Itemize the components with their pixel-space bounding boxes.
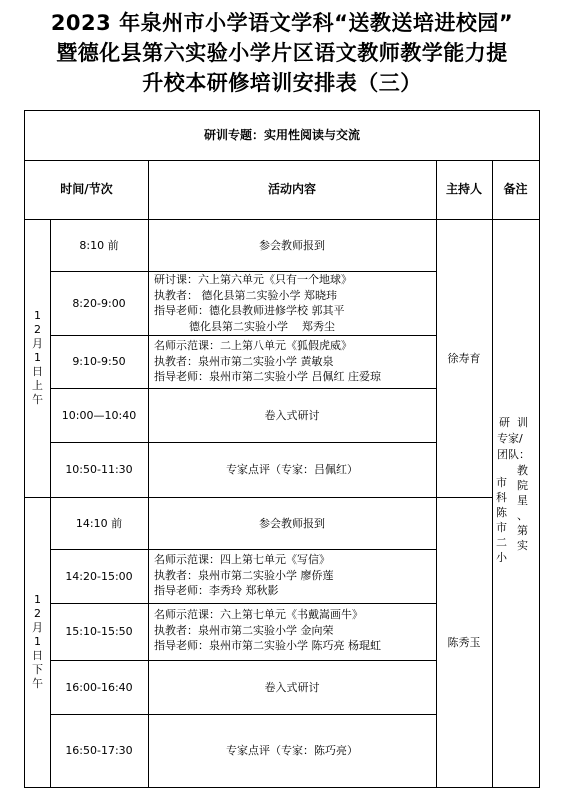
vertical-char: 二 xyxy=(496,536,507,549)
content-cell: 参会教师报到 xyxy=(259,516,325,530)
morning-label xyxy=(25,219,50,497)
time-cell: 8:10 前 xyxy=(79,238,119,252)
title-line-3: 升校本研修培训安排表（三） xyxy=(142,71,422,95)
content-line: 执教者：泉州市第二实验小学 廖侨莲 xyxy=(154,568,334,582)
vertical-char: 陈 xyxy=(496,506,507,519)
content-cell: 专家点评（专家：陈巧亮） xyxy=(226,744,358,757)
content-cell: 卷入式研讨 xyxy=(264,680,320,694)
content-line: 德化县第二实验小学 郑秀尘 xyxy=(154,319,335,333)
vertical-char: 教 xyxy=(517,464,528,477)
note-line-3: 团队： xyxy=(497,448,530,461)
topic-cell: 研训专题：实用性阅读与交流 xyxy=(203,128,360,142)
time-cell: 10:00—10:40 xyxy=(61,408,137,422)
vertical-char: 2 xyxy=(34,323,41,336)
vertical-char: 月 xyxy=(32,337,43,350)
content-line: 执教者： 德化县第二实验小学 郑晓玮 xyxy=(154,288,337,302)
divider xyxy=(492,160,493,787)
document-title xyxy=(0,8,564,98)
note-line-1: 研 训 xyxy=(499,416,528,429)
vertical-char: 2 xyxy=(34,607,41,620)
content-line: 指导老师：泉州市第二实验小学 吕佩红 庄爱琼 xyxy=(154,370,381,383)
content-cell xyxy=(148,335,436,388)
vertical-char: 院 xyxy=(517,479,528,492)
content-line: 指导老师：李秀玲 郑秋影 xyxy=(154,584,279,597)
content-line: 指导老师：德化县教师进修学校 郭其平 xyxy=(154,304,345,317)
vertical-char: 市 xyxy=(496,476,507,489)
vertical-char: 星 xyxy=(517,494,528,507)
content-cell xyxy=(148,603,436,660)
vertical-char: 小 xyxy=(496,551,507,564)
vertical-char: 、 xyxy=(517,509,528,522)
content-cell xyxy=(148,549,436,603)
vertical-char: 第 xyxy=(517,524,528,537)
content-cell: 专家点评（专家：吕佩红） xyxy=(226,463,358,476)
note-column-b xyxy=(516,463,529,553)
note-line-2: 专家/ xyxy=(497,432,523,445)
time-cell: 9:10-9:50 xyxy=(72,355,126,368)
time-cell: 8:20-9:00 xyxy=(72,296,126,310)
content-line: 执教者：泉州市第二实验小学 金向荣 xyxy=(154,623,334,637)
vertical-char: 日 xyxy=(32,649,43,662)
header-host: 主持人 xyxy=(445,182,482,196)
content-line: 研讨课：六上第六单元《只有一个地球》 xyxy=(154,273,352,286)
content-line: 执教者：泉州市第二实验小学 黄敏泉 xyxy=(154,354,334,368)
header-content: 活动内容 xyxy=(267,182,316,196)
content-line: 指导老师：泉州市第二实验小学 陈巧亮 杨琨虹 xyxy=(154,639,381,652)
header-time: 时间/节次 xyxy=(60,182,113,196)
note-column-a xyxy=(495,475,508,565)
time-cell: 14:20-15:00 xyxy=(65,569,133,583)
vertical-char: 1 xyxy=(34,309,41,322)
content-cell xyxy=(148,271,436,335)
title-line-1: 2023 年泉州市小学语文学科“送教送培进校园” xyxy=(50,11,514,35)
host-cell-afternoon: 陈秀玉 xyxy=(447,635,481,649)
content-line: 名师示范课：六上第七单元《书戴嵩画牛》 xyxy=(154,608,363,621)
vertical-char: 下 xyxy=(32,663,43,676)
vertical-char: 午 xyxy=(32,393,43,406)
vertical-char: 科 xyxy=(496,491,507,504)
vertical-char: 上 xyxy=(32,379,43,392)
title-line-2: 暨德化县第六实验小学片区语文教师教学能力提 xyxy=(56,41,508,65)
vertical-char: 实 xyxy=(517,539,528,552)
vertical-char: 1 xyxy=(34,593,41,606)
content-cell: 卷入式研讨 xyxy=(264,408,320,422)
vertical-char: 月 xyxy=(32,621,43,634)
vertical-char: 市 xyxy=(496,521,507,534)
schedule-table xyxy=(24,110,540,788)
host-cell-morning: 徐寿育 xyxy=(447,351,481,365)
header-note: 备注 xyxy=(503,182,528,196)
content-cell: 参会教师报到 xyxy=(259,238,325,252)
time-cell: 15:10-15:50 xyxy=(65,625,133,638)
content-line: 名师示范课：四上第七单元《写信》 xyxy=(154,553,330,566)
vertical-char: 午 xyxy=(32,677,43,690)
vertical-char: 日 xyxy=(32,365,43,378)
vertical-char: 1 xyxy=(34,635,41,648)
time-cell: 16:00-16:40 xyxy=(65,680,133,694)
time-cell: 16:50-17:30 xyxy=(65,744,133,757)
vertical-char: 1 xyxy=(34,351,41,364)
content-line: 名师示范课：二上第八单元《狐假虎威》 xyxy=(154,339,352,352)
time-cell: 10:50-11:30 xyxy=(65,463,133,476)
time-cell: 14:10 前 xyxy=(75,516,123,530)
afternoon-label xyxy=(25,497,50,787)
